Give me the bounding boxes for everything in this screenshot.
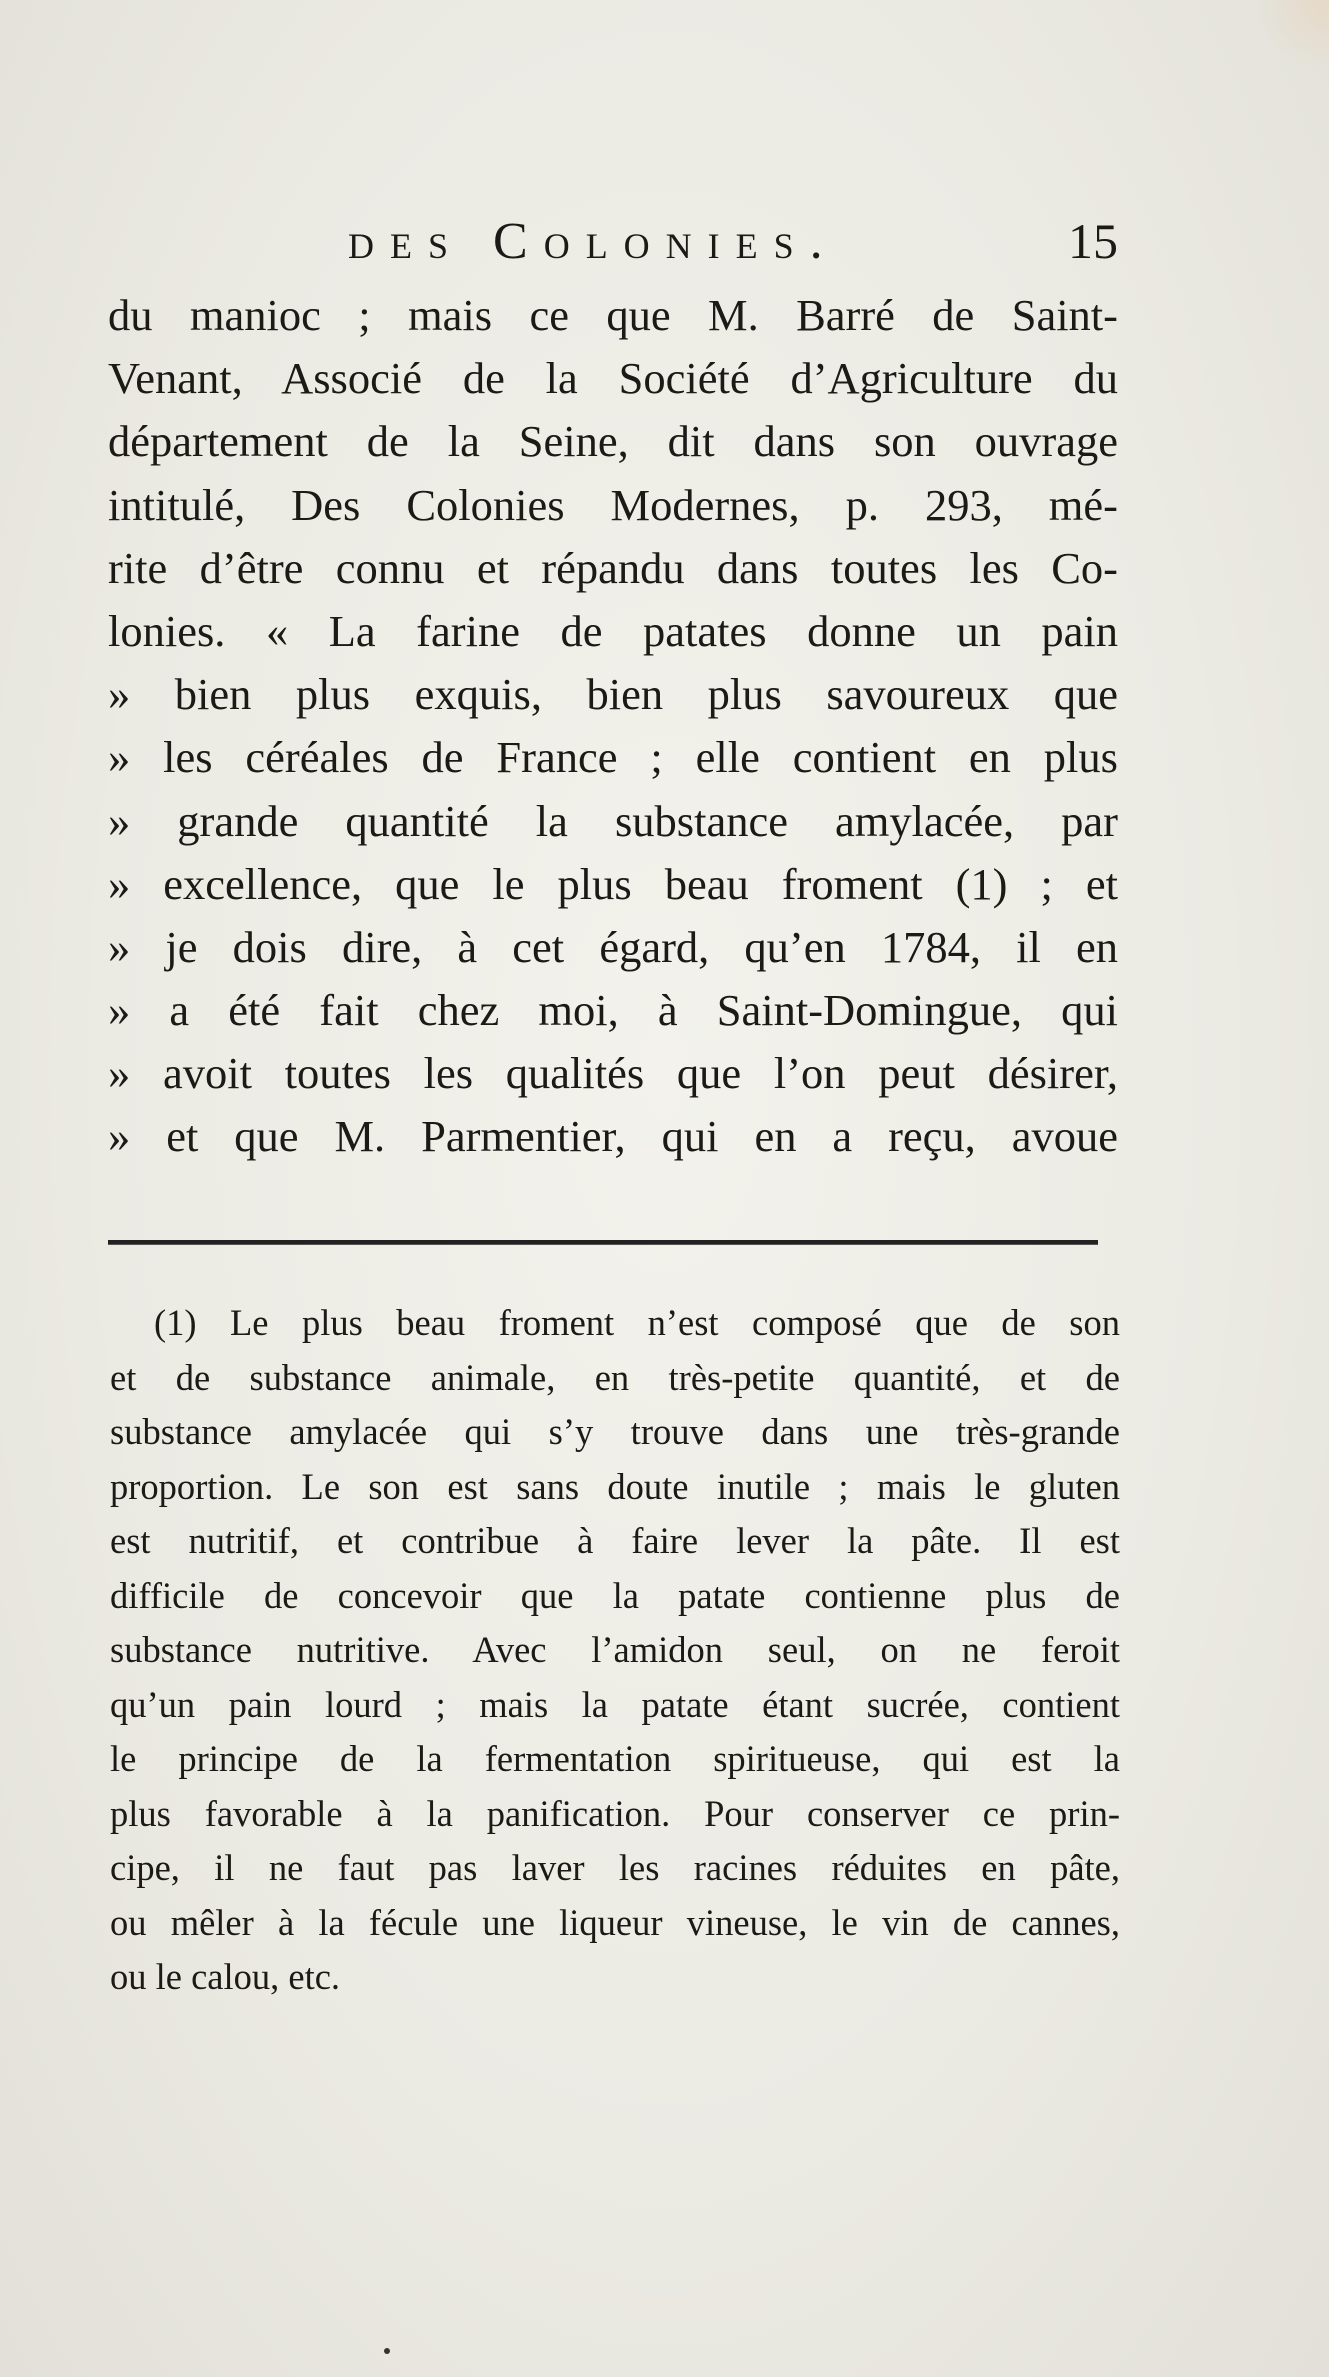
text-line: département de la Seine, dit dans son ouvrage xyxy=(108,416,1118,467)
footnote-line: proportion. Le son est sans doute inutile ; mais le gluten xyxy=(110,1465,1120,1507)
text-line: » bien plus exquis, bien plus savoureux que xyxy=(108,669,1118,720)
footnote-line: ou mêler à la fécule une liqueur vineuse, le vin de cannes, xyxy=(110,1901,1120,1943)
footnote-line: et de substance animale, en très-petite quantité, et de xyxy=(110,1356,1120,1398)
text-line: » grande quantité la substance amylacée, par xyxy=(108,795,1118,846)
text-line: rite d’être connu et répandu dans toutes les Co- xyxy=(108,542,1118,593)
footnote-line: substance amylacée qui s’y trouve dans une très-grande xyxy=(110,1411,1120,1452)
page-number: 15 xyxy=(1068,213,1118,269)
text-line: » je dois dire, à cet égard, qu’en 1784, il en xyxy=(108,921,1118,972)
paper-stain xyxy=(1259,0,1329,80)
footnote-line: cipe, il ne faut pas laver les racines réduites en pâte, xyxy=(110,1847,1120,1888)
running-title: des Colonies. xyxy=(348,213,839,270)
text-line: » a été fait chez moi, à Saint-Domingue, qui xyxy=(108,985,1118,1036)
footnote-line: difficile de concevoir que la patate contienne plus de xyxy=(110,1574,1120,1616)
running-head xyxy=(108,212,1118,272)
text-line: » les céréales de France ; elle contient en plus xyxy=(108,732,1118,783)
footnote-line: plus favorable à la panification. Pour conserver ce prin- xyxy=(110,1792,1120,1834)
text-line: Venant, Associé de la Société d’Agriculture du xyxy=(108,353,1118,404)
footnote-line: substance nutritive. Avec l’amidon seul, on ne feroit xyxy=(110,1629,1120,1670)
footnote-line: (1) Le plus beau froment n’est composé que de son xyxy=(154,1302,1120,1343)
text-line: » excellence, que le plus beau froment (1) ; et xyxy=(108,858,1118,909)
footnote-line: qu’un pain lourd ; mais la patate étant sucrée, contient xyxy=(110,1683,1120,1725)
text-line: » avoit toutes les qualités que l’on peut désirer, xyxy=(108,1048,1118,1099)
footnote-line: est nutritif, et contribue à faire lever la pâte. Il est xyxy=(110,1520,1120,1561)
footnote-line: ou le calou, etc. xyxy=(110,1956,341,1997)
main-text xyxy=(108,284,1118,1169)
ink-speck xyxy=(384,2348,390,2354)
text-line: lonies. « La farine de patates donne un pain xyxy=(108,605,1118,656)
footnote-line: le principe de la fermentation spiritueuse, qui est la xyxy=(110,1738,1120,1779)
text-line: du manioc ; mais ce que M. Barré de Saint- xyxy=(108,290,1118,340)
footnote xyxy=(110,1296,1120,2005)
text-line: » et que M. Parmentier, qui en a reçu, avoue xyxy=(108,1111,1118,1162)
text-line: intitulé, Des Colonies Modernes, p. 293, mé- xyxy=(108,479,1118,530)
footnote-rule xyxy=(108,1240,1098,1245)
